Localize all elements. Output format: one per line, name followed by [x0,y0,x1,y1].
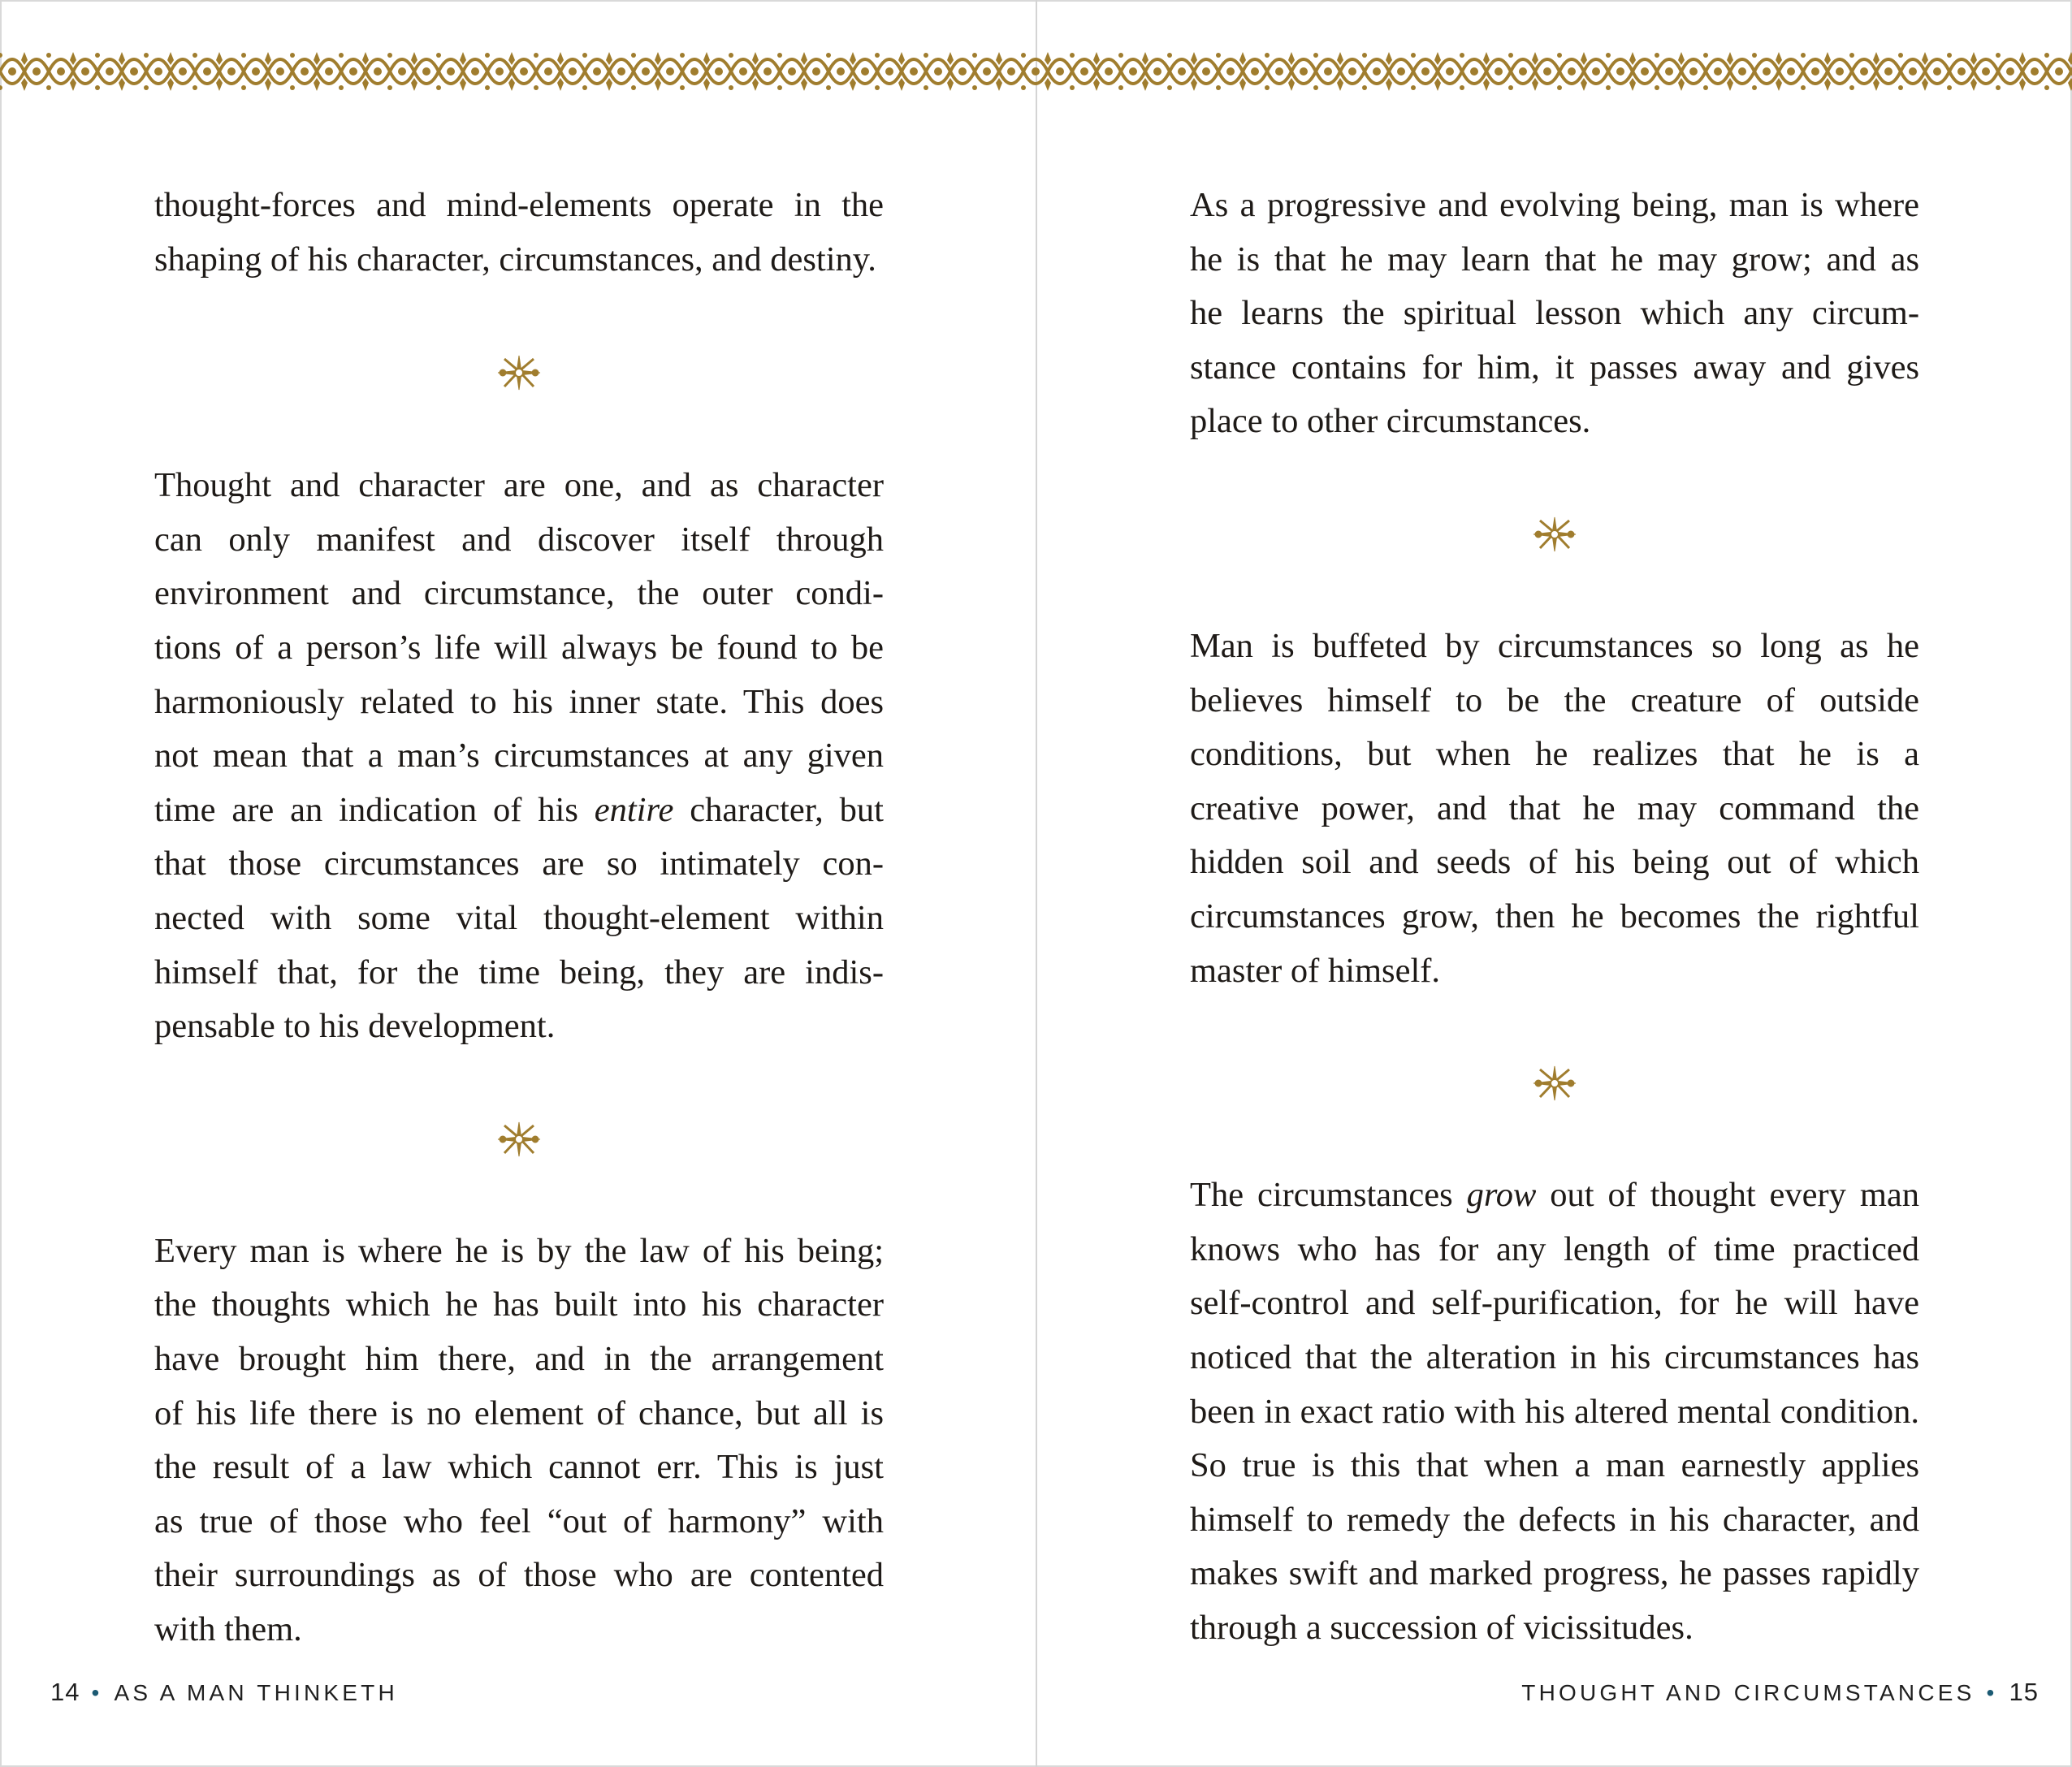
text-line: the thoughts which he has built into his character [154,1285,884,1324]
section-ornament [154,1054,884,1225]
section-ornament [1190,998,1919,1169]
text-line: Every man is where he is by the law of his being; [154,1231,884,1270]
text-line: So true is this that when a man earnestly applies [1190,1446,1919,1485]
emphasis-text: entire [594,790,674,829]
text-run: The circumstances [1190,1176,1467,1215]
text-line: himself to remedy the defects in his character, and [1190,1500,1919,1539]
text-line: through a succession of vicissitudes. [1190,1608,1694,1647]
left-text-column [154,179,884,1657]
text-line: nected with some vital thought-element within [154,898,884,937]
floral-star-icon [493,1119,545,1160]
text-line: knows who has for any length of time practiced [1190,1229,1919,1268]
paragraph [1190,620,1919,998]
text-line: the result of a law which cannot err. This is just [154,1448,884,1487]
running-head: AS A MAN THINKETH [114,1680,398,1705]
right-text-column [1190,179,1919,1655]
text-line: As a progressive and evolving being, man is where [1190,186,1919,224]
text-line: can only manifest and discover itself through [154,520,884,559]
text-run: out of thought every man [1536,1176,1919,1215]
page-number: 15 [2009,1678,2039,1706]
text-line: self-control and self-purification, for he will have [1190,1284,1919,1323]
text-line: been in exact ratio with his altered mental condition. [1190,1392,1919,1431]
text-run: time are an indication of his [154,790,595,829]
text-line: he learns the spiritual lesson which any circum- [1190,294,1919,333]
text-line: he is that he may learn that he may grow; and as [1190,240,1919,279]
text-line: conditions, but when he realizes that he is a [1190,735,1919,774]
text-line: with them. [154,1609,302,1648]
text-line: not mean that a man’s circumstances at any given [154,737,884,775]
text-line: makes swift and marked progress, he passes rapidly [1190,1554,1919,1593]
text-line: tions of a person’s life will always be found to be [154,628,884,667]
text-line: of his life there is no element of chance, but all is [154,1393,884,1432]
paragraph [154,179,884,287]
text-line: master of himself. [1190,951,1441,990]
right-page [1037,0,2072,1767]
paragraph [1190,1169,1919,1655]
text-line [154,784,884,838]
running-head: THOUGHT AND CIRCUMSTANCES [1521,1680,1975,1705]
text-line: their surroundings as of those who are contented [154,1556,884,1595]
floral-star-icon [493,352,545,393]
text-line: creative power, and that he may command the [1190,788,1919,827]
text-line: stance contains for him, it passes away and gives [1190,348,1919,387]
text-line: circumstances grow, then he becomes the rightful [1190,896,1919,935]
text-line: have brought him there, and in the arrangement [154,1339,884,1378]
page-footer [1521,1678,2039,1707]
emphasis-text: grow [1466,1176,1537,1215]
text-line: believes himself to be the creature of outside [1190,680,1919,719]
text-run: character, but [673,790,884,829]
paragraph [154,1225,884,1657]
text-line: thought-forces and mind-elements operate in the [154,186,884,224]
text-line: as true of those who feel “out of harmony” with [154,1501,884,1540]
paragraph [154,459,884,1054]
section-ornament [1190,449,1919,620]
text-line: noticed that the alteration in his circumstances has [1190,1337,1919,1376]
text-line: place to other circumstances. [1190,402,1591,441]
bullet-separator: • [91,1680,103,1705]
text-line: Man is buffeted by circumstances so long as he [1190,626,1919,665]
page-footer [50,1678,398,1707]
text-line [1190,1169,1919,1223]
text-line: himself that, for the time being, they are indis- [154,953,884,992]
floral-star-icon [1529,1063,1581,1104]
text-line: shaping of his character, circumstances, and destiny. [154,240,876,279]
text-line: pensable to his development. [154,1007,556,1046]
text-line: environment and circumstance, the outer condi- [154,574,884,613]
text-line: that those circumstances are so intimately con- [154,845,884,884]
text-line: Thought and character are one, and as character [154,466,884,505]
paragraph [1190,179,1919,449]
text-line: hidden soil and seeds of his being out of which [1190,843,1919,882]
section-ornament [154,287,884,459]
page-number: 14 [50,1678,80,1706]
text-line: harmoniously related to his inner state. This does [154,682,884,721]
bullet-separator: • [1986,1680,1998,1705]
floral-star-icon [1529,514,1581,555]
